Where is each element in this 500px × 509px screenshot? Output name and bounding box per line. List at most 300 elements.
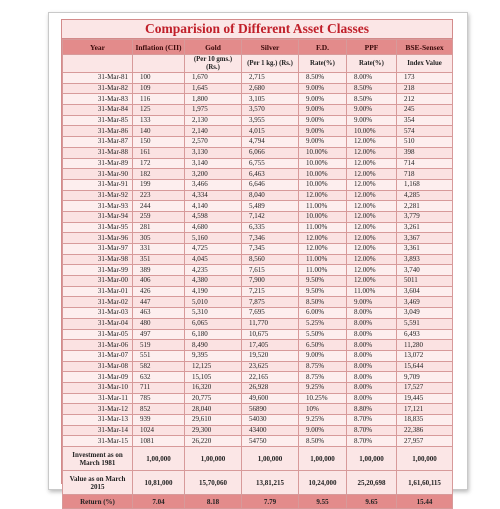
value-cell: 11,280 — [397, 340, 453, 351]
value-cell: 9.00% — [299, 126, 347, 137]
summary-value: 25,20,698 — [347, 471, 397, 495]
value-cell: 259 — [133, 211, 185, 222]
value-cell: 12.00% — [347, 254, 397, 265]
value-cell: 3,570 — [242, 105, 299, 116]
value-cell: 8,040 — [242, 190, 299, 201]
table-row — [63, 94, 453, 105]
value-cell: 7,346 — [242, 233, 299, 244]
year-cell: 31-Mar-01 — [63, 286, 133, 297]
value-cell: 5,310 — [185, 308, 242, 319]
value-cell: 632 — [133, 372, 185, 383]
value-cell: 182 — [133, 169, 185, 180]
document-page — [61, 19, 453, 506]
value-cell: 1,645 — [185, 83, 242, 94]
value-cell: 3,955 — [242, 115, 299, 126]
value-cell: 497 — [133, 329, 185, 340]
value-cell: 3,367 — [397, 233, 453, 244]
value-cell: 12.00% — [347, 233, 397, 244]
subheader-cell: Index Value — [397, 55, 453, 73]
value-cell: 10.25% — [299, 393, 347, 404]
value-cell: 125 — [133, 105, 185, 116]
value-cell: 9.25% — [299, 415, 347, 426]
value-cell: 54750 — [242, 436, 299, 447]
value-cell: 43400 — [242, 425, 299, 436]
value-cell: 426 — [133, 286, 185, 297]
value-cell: 8,490 — [185, 340, 242, 351]
year-cell: 31-Mar-85 — [63, 115, 133, 126]
value-cell: 7,615 — [242, 265, 299, 276]
value-cell: 12.00% — [347, 179, 397, 190]
value-cell: 212 — [397, 94, 453, 105]
value-cell: 22,165 — [242, 372, 299, 383]
value-cell: 5.25% — [299, 318, 347, 329]
summary-value: 9.55 — [299, 495, 347, 509]
value-cell: 4,015 — [242, 126, 299, 137]
subheader-cell — [63, 55, 133, 73]
value-cell: 100 — [133, 73, 185, 84]
value-cell: 8.00% — [347, 340, 397, 351]
value-cell: 173 — [397, 73, 453, 84]
table-row — [63, 137, 453, 148]
value-cell: 2,680 — [242, 83, 299, 94]
value-cell: 5,591 — [397, 318, 453, 329]
value-cell: 12.00% — [347, 222, 397, 233]
year-cell: 31-Mar-00 — [63, 276, 133, 287]
value-cell: 463 — [133, 308, 185, 319]
value-cell: 245 — [397, 105, 453, 116]
value-cell: 8.70% — [347, 415, 397, 426]
summary-value: 1,00,000 — [242, 447, 299, 471]
table-row — [63, 233, 453, 244]
value-cell: 6,755 — [242, 158, 299, 169]
value-cell: 510 — [397, 137, 453, 148]
subheader-cell: (Per 10 gms.) (Rs.) — [185, 55, 242, 73]
value-cell: 12.00% — [299, 233, 347, 244]
page-title: Comparision of Different Asset Classes — [62, 20, 452, 39]
value-cell: 3,893 — [397, 254, 453, 265]
value-cell: 11.00% — [299, 265, 347, 276]
table-row — [63, 393, 453, 404]
value-cell: 26,928 — [242, 382, 299, 393]
value-cell: 3,261 — [397, 222, 453, 233]
value-cell: 9,395 — [185, 350, 242, 361]
value-cell: 17,527 — [397, 382, 453, 393]
year-cell: 31-Mar-03 — [63, 308, 133, 319]
value-cell: 3,140 — [185, 158, 242, 169]
value-cell: 7,900 — [242, 276, 299, 287]
value-cell: 4,794 — [242, 137, 299, 148]
value-cell: 582 — [133, 361, 185, 372]
summary-label: Value as on March 2015 — [63, 471, 133, 495]
col-header-fd: F.D. — [299, 40, 347, 55]
value-cell: 161 — [133, 147, 185, 158]
year-cell: 31-Mar-93 — [63, 201, 133, 212]
value-cell: 1081 — [133, 436, 185, 447]
value-cell: 398 — [397, 147, 453, 158]
value-cell: 19,445 — [397, 393, 453, 404]
value-cell: 331 — [133, 244, 185, 255]
value-cell: 9.50% — [299, 286, 347, 297]
value-cell: 4,598 — [185, 211, 242, 222]
year-cell: 31-Mar-97 — [63, 244, 133, 255]
value-cell: 56890 — [242, 404, 299, 415]
value-cell: 2,140 — [185, 126, 242, 137]
value-cell: 7,215 — [242, 286, 299, 297]
value-cell: 244 — [133, 201, 185, 212]
value-cell: 4,140 — [185, 201, 242, 212]
col-header-ppf: PPF — [347, 40, 397, 55]
value-cell: 9.00% — [299, 137, 347, 148]
table-row — [63, 169, 453, 180]
subheader-cell — [133, 55, 185, 73]
value-cell: 9.00% — [299, 115, 347, 126]
year-cell: 31-Mar-04 — [63, 318, 133, 329]
year-cell: 31-Mar-15 — [63, 436, 133, 447]
value-cell: 8.00% — [347, 382, 397, 393]
value-cell: 5011 — [397, 276, 453, 287]
value-cell: 711 — [133, 382, 185, 393]
value-cell: 19,520 — [242, 350, 299, 361]
year-cell: 31-Mar-09 — [63, 372, 133, 383]
year-cell: 31-Mar-08 — [63, 361, 133, 372]
value-cell: 116 — [133, 94, 185, 105]
value-cell: 4,285 — [397, 190, 453, 201]
value-cell: 4,680 — [185, 222, 242, 233]
value-cell: 3,130 — [185, 147, 242, 158]
value-cell: 6,493 — [397, 329, 453, 340]
value-cell: 140 — [133, 126, 185, 137]
value-cell: 6,335 — [242, 222, 299, 233]
year-cell: 31-Mar-11 — [63, 393, 133, 404]
summary-label: Return (%) — [63, 495, 133, 509]
value-cell: 5,489 — [242, 201, 299, 212]
summary-value: 7.79 — [242, 495, 299, 509]
year-cell: 31-Mar-14 — [63, 425, 133, 436]
value-cell: 9.00% — [299, 83, 347, 94]
value-cell: 28,040 — [185, 404, 242, 415]
table-row — [63, 254, 453, 265]
table-row — [63, 340, 453, 351]
value-cell: 6,066 — [242, 147, 299, 158]
table-row — [63, 147, 453, 158]
value-cell: 9,709 — [397, 372, 453, 383]
table-row — [63, 329, 453, 340]
value-cell: 480 — [133, 318, 185, 329]
value-cell: 11.00% — [299, 222, 347, 233]
year-cell: 31-Mar-13 — [63, 415, 133, 426]
year-cell: 31-Mar-84 — [63, 105, 133, 116]
value-cell: 4,045 — [185, 254, 242, 265]
year-cell: 31-Mar-02 — [63, 297, 133, 308]
value-cell: 223 — [133, 190, 185, 201]
subheader-cell: (Per 1 kg.) (Rs.) — [242, 55, 299, 73]
value-cell: 8.00% — [347, 393, 397, 404]
value-cell: 3,469 — [397, 297, 453, 308]
value-cell: 17,121 — [397, 404, 453, 415]
value-cell: 3,466 — [185, 179, 242, 190]
value-cell: 4,235 — [185, 265, 242, 276]
year-cell: 31-Mar-81 — [63, 73, 133, 84]
value-cell: 8.50% — [347, 83, 397, 94]
value-cell: 12,125 — [185, 361, 242, 372]
col-header-year: Year — [63, 40, 133, 55]
value-cell: 12.00% — [347, 201, 397, 212]
value-cell: 8.75% — [299, 361, 347, 372]
value-cell: 8.75% — [299, 372, 347, 383]
value-cell: 3,361 — [397, 244, 453, 255]
value-cell: 6,463 — [242, 169, 299, 180]
value-cell: 4,190 — [185, 286, 242, 297]
table-row — [63, 382, 453, 393]
value-cell: 12.00% — [347, 190, 397, 201]
table-row — [63, 115, 453, 126]
summary-value: 1,00,000 — [185, 447, 242, 471]
value-cell: 7,875 — [242, 297, 299, 308]
value-cell: 20,775 — [185, 393, 242, 404]
value-cell: 9.25% — [299, 382, 347, 393]
value-cell: 9.00% — [299, 425, 347, 436]
value-cell: 3,200 — [185, 169, 242, 180]
table-body — [63, 73, 453, 447]
col-header-silver: Silver — [242, 40, 299, 55]
value-cell: 718 — [397, 169, 453, 180]
table-row — [63, 158, 453, 169]
value-cell: 10.00% — [299, 158, 347, 169]
year-cell: 31-Mar-90 — [63, 169, 133, 180]
value-cell: 785 — [133, 393, 185, 404]
value-cell: 133 — [133, 115, 185, 126]
value-cell: 8.80% — [347, 404, 397, 415]
table-row — [63, 425, 453, 436]
value-cell: 9.00% — [347, 297, 397, 308]
summary-row — [63, 495, 453, 509]
value-cell: 8.50% — [299, 297, 347, 308]
value-cell: 12.00% — [347, 147, 397, 158]
value-cell: 4,380 — [185, 276, 242, 287]
year-cell: 31-Mar-98 — [63, 254, 133, 265]
summary-value: 7.04 — [133, 495, 185, 509]
summary-value: 1,61,60,115 — [397, 471, 453, 495]
value-cell: 3,740 — [397, 265, 453, 276]
value-cell: 12.00% — [347, 158, 397, 169]
col-header-inflation: Inflation (CII) — [133, 40, 185, 55]
asset-table — [62, 39, 453, 509]
value-cell: 2,715 — [242, 73, 299, 84]
subheader-row — [63, 55, 453, 73]
year-cell: 31-Mar-07 — [63, 350, 133, 361]
value-cell: 11,770 — [242, 318, 299, 329]
year-cell: 31-Mar-86 — [63, 126, 133, 137]
table-row — [63, 318, 453, 329]
value-cell: 22,386 — [397, 425, 453, 436]
value-cell: 8.50% — [299, 73, 347, 84]
summary-label: Investment as on March 1981 — [63, 447, 133, 471]
table-row — [63, 73, 453, 84]
value-cell: 6.00% — [299, 308, 347, 319]
table-row — [63, 211, 453, 222]
value-cell: 8,560 — [242, 254, 299, 265]
value-cell: 10.00% — [299, 179, 347, 190]
value-cell: 2,281 — [397, 201, 453, 212]
value-cell: 12.00% — [347, 211, 397, 222]
value-cell: 714 — [397, 158, 453, 169]
table-row — [63, 415, 453, 426]
subheader-cell: Rate(%) — [347, 55, 397, 73]
value-cell: 1,168 — [397, 179, 453, 190]
value-cell: 10.00% — [299, 169, 347, 180]
value-cell: 351 — [133, 254, 185, 265]
value-cell: 10.00% — [299, 211, 347, 222]
value-cell: 54030 — [242, 415, 299, 426]
table-row — [63, 265, 453, 276]
summary-value: 10,81,000 — [133, 471, 185, 495]
value-cell: 5,010 — [185, 297, 242, 308]
summary-value: 10,24,000 — [299, 471, 347, 495]
year-cell: 31-Mar-87 — [63, 137, 133, 148]
value-cell: 1,670 — [185, 73, 242, 84]
value-cell: 8.00% — [347, 372, 397, 383]
table-row — [63, 201, 453, 212]
summary-value: 1,00,000 — [299, 447, 347, 471]
value-cell: 3,604 — [397, 286, 453, 297]
value-cell: 447 — [133, 297, 185, 308]
value-cell: 1,800 — [185, 94, 242, 105]
value-cell: 9.00% — [299, 105, 347, 116]
value-cell: 1024 — [133, 425, 185, 436]
year-cell: 31-Mar-91 — [63, 179, 133, 190]
value-cell: 10.00% — [299, 147, 347, 158]
value-cell: 3,049 — [397, 308, 453, 319]
table-row — [63, 276, 453, 287]
value-cell: 852 — [133, 404, 185, 415]
table-row — [63, 361, 453, 372]
value-cell: 12.00% — [347, 265, 397, 276]
value-cell: 7,695 — [242, 308, 299, 319]
value-cell: 281 — [133, 222, 185, 233]
value-cell: 172 — [133, 158, 185, 169]
value-cell: 8.00% — [347, 361, 397, 372]
year-cell: 31-Mar-06 — [63, 340, 133, 351]
value-cell: 406 — [133, 276, 185, 287]
col-header-sensex: BSE-Sensex — [397, 40, 453, 55]
value-cell: 305 — [133, 233, 185, 244]
table-row — [63, 308, 453, 319]
year-cell: 31-Mar-10 — [63, 382, 133, 393]
table-row — [63, 222, 453, 233]
year-cell: 31-Mar-83 — [63, 94, 133, 105]
summary-value: 15,70,060 — [185, 471, 242, 495]
summary-value: 13,81,215 — [242, 471, 299, 495]
value-cell: 8.70% — [347, 436, 397, 447]
value-cell: 8.00% — [347, 329, 397, 340]
value-cell: 4,725 — [185, 244, 242, 255]
value-cell: 9.00% — [347, 105, 397, 116]
value-cell: 6,065 — [185, 318, 242, 329]
table-row — [63, 105, 453, 116]
value-cell: 218 — [397, 83, 453, 94]
value-cell: 8.50% — [299, 436, 347, 447]
value-cell: 7,345 — [242, 244, 299, 255]
summary-row — [63, 471, 453, 495]
value-cell: 939 — [133, 415, 185, 426]
table-row — [63, 350, 453, 361]
value-cell: 2,570 — [185, 137, 242, 148]
value-cell: 10,675 — [242, 329, 299, 340]
value-cell: 551 — [133, 350, 185, 361]
table-row — [63, 83, 453, 94]
value-cell: 29,610 — [185, 415, 242, 426]
value-cell: 4,334 — [185, 190, 242, 201]
value-cell: 12.00% — [347, 169, 397, 180]
summary-value: 15.44 — [397, 495, 453, 509]
value-cell: 574 — [397, 126, 453, 137]
value-cell: 109 — [133, 83, 185, 94]
table-row — [63, 190, 453, 201]
value-cell: 8.00% — [347, 350, 397, 361]
value-cell: 29,300 — [185, 425, 242, 436]
value-cell: 16,320 — [185, 382, 242, 393]
value-cell: 15,644 — [397, 361, 453, 372]
value-cell: 10.00% — [347, 126, 397, 137]
value-cell: 519 — [133, 340, 185, 351]
value-cell: 6,646 — [242, 179, 299, 190]
year-cell: 31-Mar-99 — [63, 265, 133, 276]
value-cell: 18,835 — [397, 415, 453, 426]
value-cell: 8.00% — [347, 308, 397, 319]
value-cell: 6.50% — [299, 340, 347, 351]
value-cell: 49,600 — [242, 393, 299, 404]
value-cell: 12.00% — [299, 190, 347, 201]
year-cell: 31-Mar-94 — [63, 211, 133, 222]
year-cell: 31-Mar-89 — [63, 158, 133, 169]
year-cell: 31-Mar-88 — [63, 147, 133, 158]
table-row — [63, 404, 453, 415]
table-row — [63, 372, 453, 383]
value-cell: 12.00% — [347, 244, 397, 255]
value-cell: 11.00% — [299, 254, 347, 265]
value-cell: 11.00% — [299, 201, 347, 212]
value-cell: 9.00% — [299, 94, 347, 105]
table-row — [63, 436, 453, 447]
value-cell: 12.00% — [299, 244, 347, 255]
value-cell: 9.00% — [347, 115, 397, 126]
summary-value: 8.18 — [185, 495, 242, 509]
value-cell: 199 — [133, 179, 185, 190]
value-cell: 1,975 — [185, 105, 242, 116]
value-cell: 150 — [133, 137, 185, 148]
value-cell: 11.00% — [347, 286, 397, 297]
value-cell: 15,105 — [185, 372, 242, 383]
summary-row — [63, 447, 453, 471]
value-cell: 8.70% — [347, 425, 397, 436]
summary-value: 1,00,000 — [133, 447, 185, 471]
table-row — [63, 126, 453, 137]
year-cell: 31-Mar-82 — [63, 83, 133, 94]
table-row — [63, 244, 453, 255]
summary-value: 1,00,000 — [397, 447, 453, 471]
value-cell: 8.00% — [347, 318, 397, 329]
year-cell: 31-Mar-96 — [63, 233, 133, 244]
table-row — [63, 297, 453, 308]
year-cell: 31-Mar-92 — [63, 190, 133, 201]
value-cell: 17,405 — [242, 340, 299, 351]
value-cell: 6,180 — [185, 329, 242, 340]
value-cell: 23,625 — [242, 361, 299, 372]
value-cell: 9.00% — [299, 350, 347, 361]
value-cell: 13,072 — [397, 350, 453, 361]
subheader-cell: Rate(%) — [299, 55, 347, 73]
value-cell: 2,130 — [185, 115, 242, 126]
